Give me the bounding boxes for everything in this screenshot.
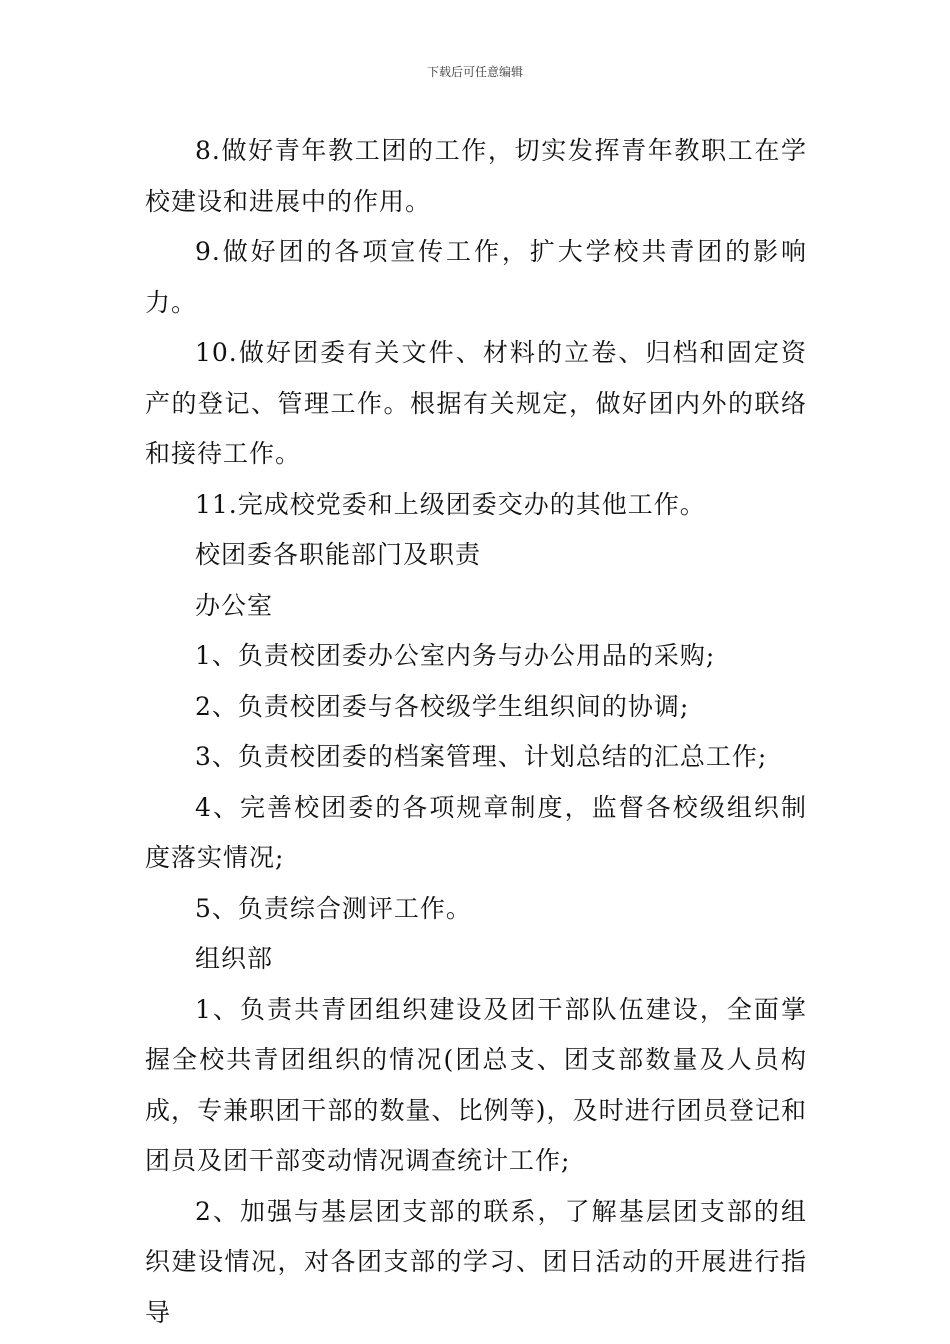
office-duty-4: 4、完善校团委的各项规章制度，监督各校级组织制度落实情况; (145, 792, 807, 872)
office-duty-2: 2、负责校团委与各校级学生组织间的协调; (195, 691, 690, 721)
paragraph-item-11: 11.完成校党委和上级团委交办的其他工作。 (195, 489, 706, 519)
organization-duty-1: 1、负责共青团组织建设及团干部队伍建设，全面掌握全校共青团组织的情况(团总支、团支部数量及人员构成，专兼职团干部的数量、比例等)，及时进行团员登记和团员及团干部变动情况调查统计工作; (145, 994, 807, 1175)
subheading-organization: 组织部 (195, 944, 274, 973)
paragraph-item-9: 9.做好团的各项宣传工作，扩大学校共青团的影响力。 (145, 237, 807, 317)
paragraph-item-8: 8.做好青年教工团的工作，切实发挥青年教职工在学校建设和进展中的作用。 (145, 136, 807, 216)
office-duty-1: 1、负责校团委办公室内务与办公用品的采购; (195, 641, 716, 670)
office-duty-5: 5、负责综合测评工作。 (195, 893, 472, 923)
organization-duty-2: 2、加强与基层团支部的联系，了解基层团支部的组织建设情况，对各团支部的学习、团日活动的开展进行指导 (145, 1196, 807, 1327)
office-duty-3: 3、负责校团委的档案管理、计划总结的汇总工作; (195, 742, 768, 771)
paragraph-item-10: 10.做好团委有关文件、材料的立卷、归档和固定资产的登记、管理工作。根据有关规定，做好团内外的联络和接待工作。 (145, 338, 807, 468)
document-body (145, 126, 807, 1338)
section-heading-departments: 校团委各职能部门及职责 (195, 540, 482, 569)
page-header: 下载后可任意编辑 (426, 65, 523, 79)
subheading-office: 办公室 (195, 590, 274, 620)
